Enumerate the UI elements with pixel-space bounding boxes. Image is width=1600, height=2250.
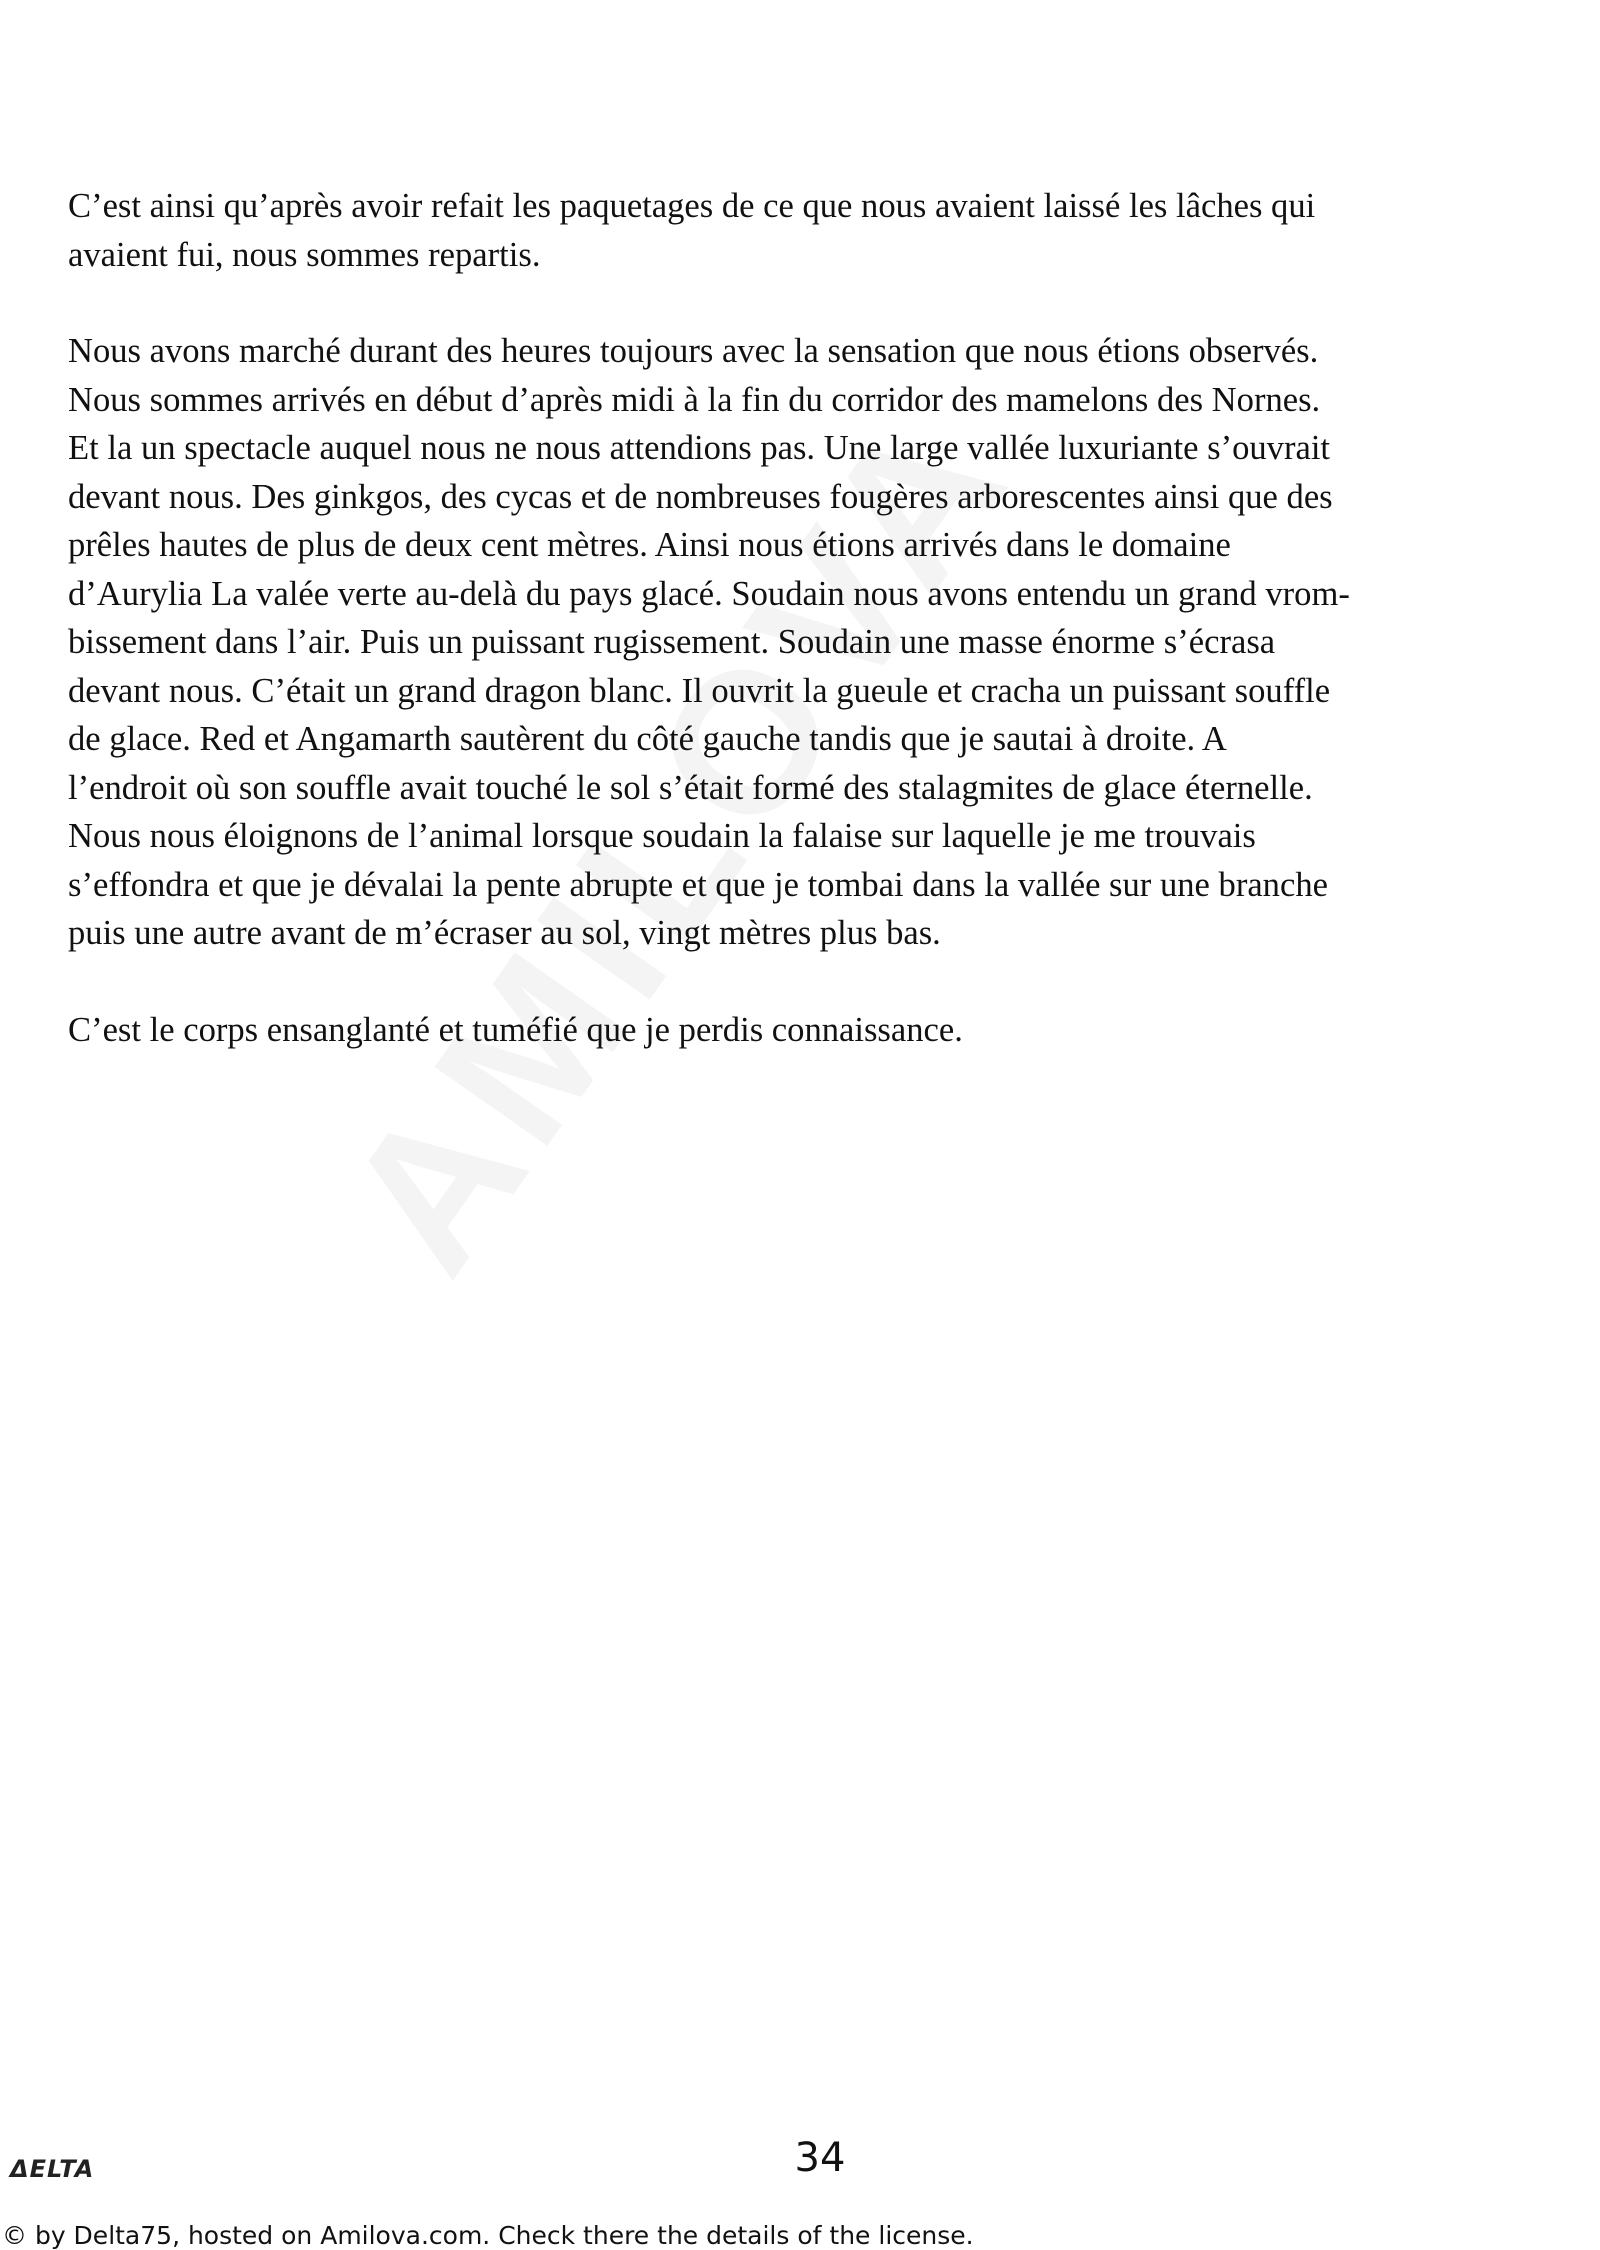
text-line: avaient fui, nous sommes repartis.: [68, 235, 541, 274]
story-text: [68, 182, 1568, 1102]
text-line: l’endroit où son souffle avait touché le sol s’était formé des stalagmites de glace éternelle.: [68, 768, 1313, 807]
text-line: Nous nous éloignons de l’animal lorsque soudain la falaise sur laquelle je me trouvais: [68, 817, 1256, 855]
text-line: devant nous. C’était un grand dragon blanc. Il ouvrit la gueule et cracha un puissant souffle: [68, 671, 1331, 710]
text-line: C’est ainsi qu’après avoir refait les paquetages de ce que nous avaient laissé les lâches qui: [68, 187, 1316, 225]
text-line: Et la un spectacle auquel nous ne nous attendions pas. Une large vallée luxuriante s’ouvrait: [68, 429, 1331, 467]
copyright-notice: © by Delta75, hosted on Amilova.com. Check there the details of the license.: [2, 2221, 974, 2250]
delta-logo: ΔELTA: [10, 2155, 95, 2183]
text-line: Nous avons marché durant des heures toujours avec la sensation que nous étions observés.: [68, 332, 1319, 370]
text-line: d’Aurylia La valée verte au-delà du pays glacé. Soudain nous avons entendu un grand vrom-: [68, 574, 1350, 613]
text-line: Nous sommes arrivés en début d’après midi à la fin du corridor des mamelons des Nornes.: [68, 380, 1321, 419]
text-line: puis une autre avant de m’écraser au sol, vingt mètres plus bas.: [68, 914, 941, 952]
text-line: C’est le corps ensanglanté et tuméfié que je perdis connaissance.: [68, 1010, 963, 1049]
text-line: bissement dans l’air. Puis un puissant rugissement. Soudain une masse énorme s’écrasa: [68, 623, 1276, 661]
text-line: devant nous. Des ginkgos, des cycas et de nombreuses fougères arborescentes ainsi que des: [68, 477, 1333, 516]
paragraph-3: [68, 1006, 1568, 1055]
page-number: 34: [794, 2135, 846, 2181]
text-line: de glace. Red et Angamarth sautèrent du côté gauche tandis que je sautai à droite. A: [68, 720, 1227, 758]
text-line: s’effondra et que je dévalai la pente abrupte et que je tombai dans la vallée sur une branche: [68, 865, 1328, 904]
paragraph-2: [68, 327, 1568, 958]
text-line: prêles hautes de plus de deux cent mètres. Ainsi nous étions arrivés dans le domaine: [68, 526, 1231, 564]
paragraph-1: [68, 182, 1568, 279]
